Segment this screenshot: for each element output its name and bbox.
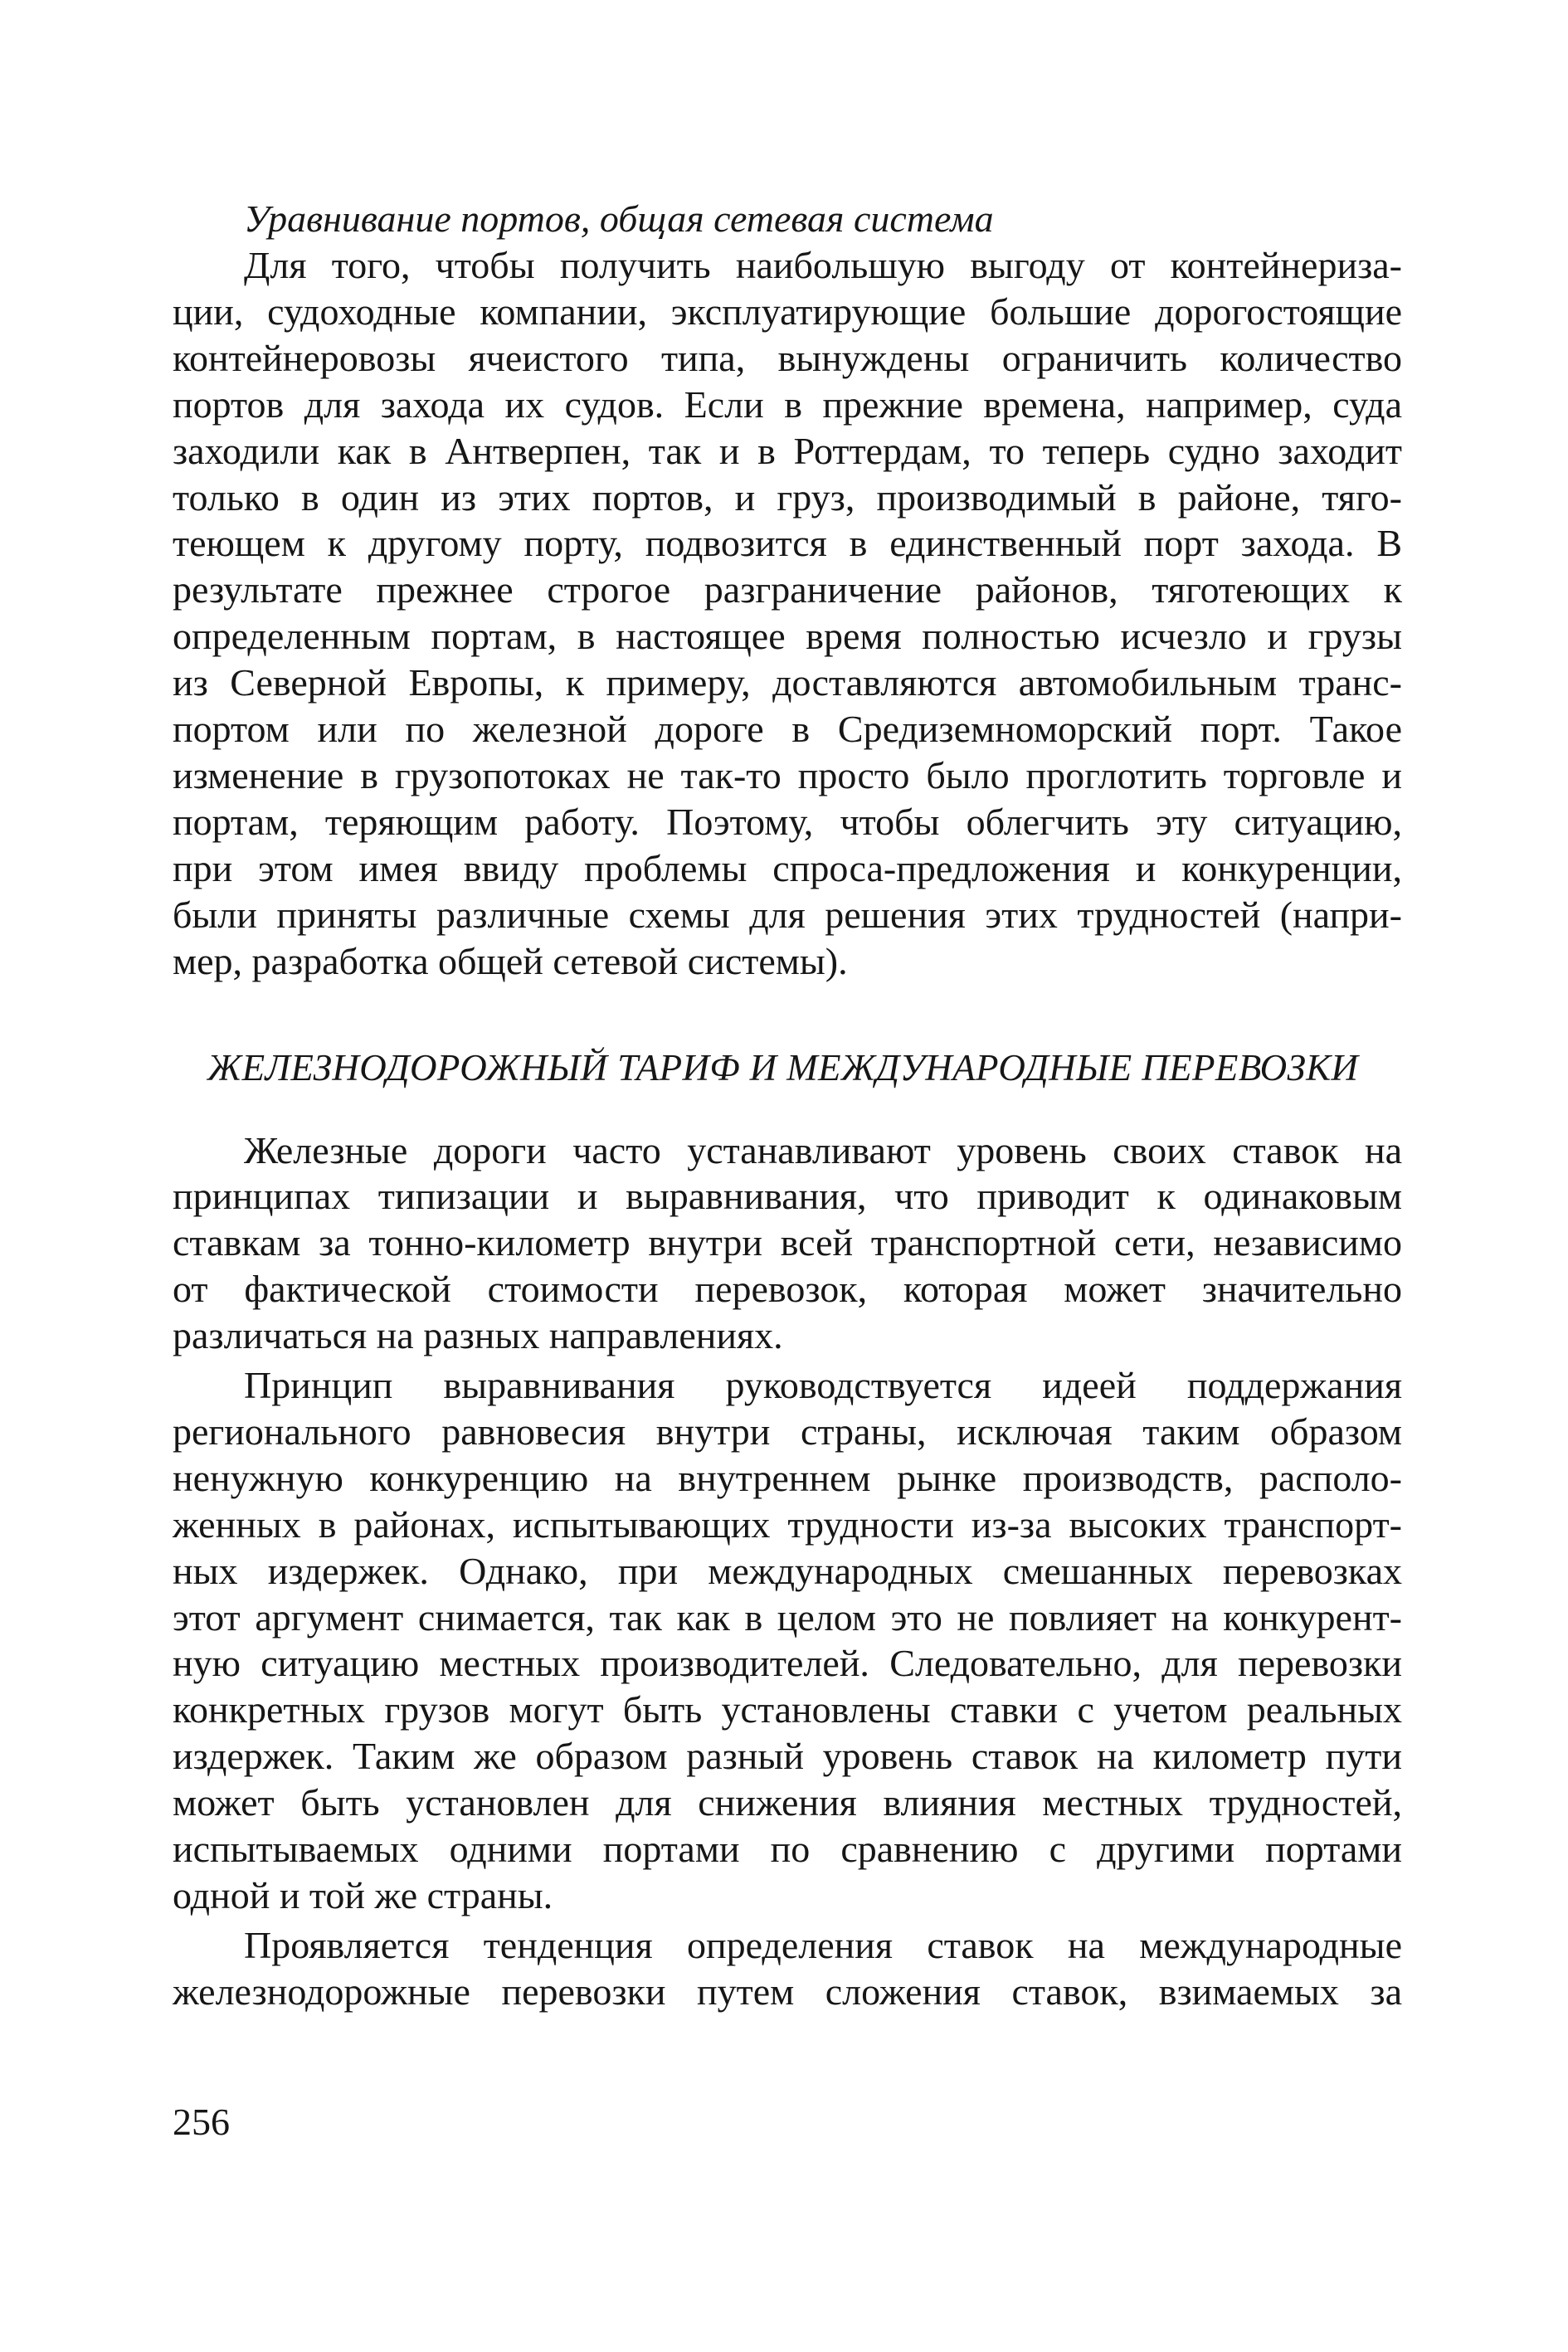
text-line: портом или по железной дороге в Средиземноморский порт. Такое bbox=[173, 708, 1402, 751]
text-line: ных издержек. Однако, при международных смешанных перевозках bbox=[173, 1549, 1402, 1592]
text-line: теющем к другому порту, подвозится в единственный порт захода. В bbox=[173, 522, 1402, 565]
text-line: различаться на разных направлениях. bbox=[173, 1314, 783, 1357]
text-line: Принцип выравнивания руководствуется идеей поддержания bbox=[244, 1364, 1402, 1407]
section-heading: ЖЕЛЕЗНОДОРОЖНЫЙ ТАРИФ И МЕЖДУНАРОДНЫЕ ПЕРЕВОЗКИ bbox=[207, 1046, 1359, 1088]
text-line: от фактической стоимости перевозок, которая может значительно bbox=[173, 1268, 1402, 1311]
paragraph-equalization-principle bbox=[173, 1362, 1402, 1919]
page-body bbox=[173, 196, 1402, 2015]
text-line: железнодорожные перевозки путем сложения ставок, взимаемых за bbox=[173, 1970, 1402, 2013]
text-line: ную ситуацию местных производителей. Следовательно, для перевозки bbox=[173, 1642, 1402, 1685]
text-line: изменение в грузопотоках не так-то просто было проглотить торговле и bbox=[173, 753, 1402, 796]
page-number: 256 bbox=[173, 2101, 230, 2143]
text-line: Для того, чтобы получить наибольшую выгоду от контейнериза- bbox=[244, 244, 1402, 286]
text-line: Проявляется тенденция определения ставок на международные bbox=[244, 1923, 1402, 1966]
text-line: определенным портам, в настоящее время полностью исчезло и грузы bbox=[173, 615, 1402, 658]
text-line: регионального равновесия внутри страны, исключая таким образом bbox=[173, 1410, 1402, 1453]
text-line: результате прежнее строгое разграничение районов, тяготеющих к bbox=[173, 568, 1402, 611]
text-line: из Северной Европы, к примеру, доставляются автомобильным транс- bbox=[173, 661, 1402, 704]
text-line: испытываемых одними портами по сравнению с другими портами bbox=[173, 1828, 1402, 1871]
paragraph-international-rates bbox=[173, 1922, 1402, 2015]
paragraph-port-equalization bbox=[173, 242, 1402, 985]
text-line: может быть установлен для снижения влияния местных трудностей, bbox=[173, 1781, 1402, 1824]
text-line: заходили как в Антверпен, так и в Роттердам, то теперь судно заходит bbox=[173, 429, 1402, 472]
text-line: портам, теряющим работу. Поэтому, чтобы облегчить эту ситуацию, bbox=[173, 800, 1402, 843]
text-line: только в один из этих портов, и груз, производимый в районе, тяго- bbox=[173, 475, 1402, 519]
paragraph-rail-rates bbox=[173, 1127, 1402, 1360]
text-line: женных в районах, испытывающих трудности из-за высоких транспорт- bbox=[173, 1502, 1402, 1546]
text-line: ненужную конкуренцию на внутреннем рынке производств, располо- bbox=[173, 1456, 1402, 1499]
text-line: портов для захода их судов. Если в прежние времена, например, суда bbox=[173, 382, 1402, 426]
text-line: ции, судоходные компании, эксплуатирующие большие дорогостоящие bbox=[173, 290, 1402, 333]
text-line: были приняты различные схемы для решения этих трудностей (напри- bbox=[173, 893, 1402, 936]
text-line: издержек. Таким же образом разный уровень ставок на километр пути bbox=[173, 1735, 1402, 1778]
subsection-heading: Уравнивание портов, общая сетевая система bbox=[244, 197, 994, 240]
text-line: принципах типизации и выравнивания, что приводит к одинаковым bbox=[173, 1175, 1402, 1218]
text-line: одной и той же страны. bbox=[173, 1874, 553, 1916]
text-line: конкретных грузов могут быть установлены ставки с учетом реальных bbox=[173, 1688, 1402, 1731]
text-line: мер, разработка общей сетевой системы). bbox=[173, 939, 848, 982]
text-line: Железные дороги часто устанавливают уровень своих ставок на bbox=[244, 1128, 1402, 1171]
text-line: контейнеровозы ячеистого типа, вынуждены ограничить количество bbox=[173, 336, 1402, 379]
text-line: ставкам за тонно-километр внутри всей транспортной сети, независимо bbox=[173, 1221, 1402, 1264]
text-line: этот аргумент снимается, так как в целом это не повлияет на конкурент- bbox=[173, 1595, 1402, 1639]
text-line: при этом имея ввиду проблемы спроса-предложения и конкуренции, bbox=[173, 846, 1402, 889]
